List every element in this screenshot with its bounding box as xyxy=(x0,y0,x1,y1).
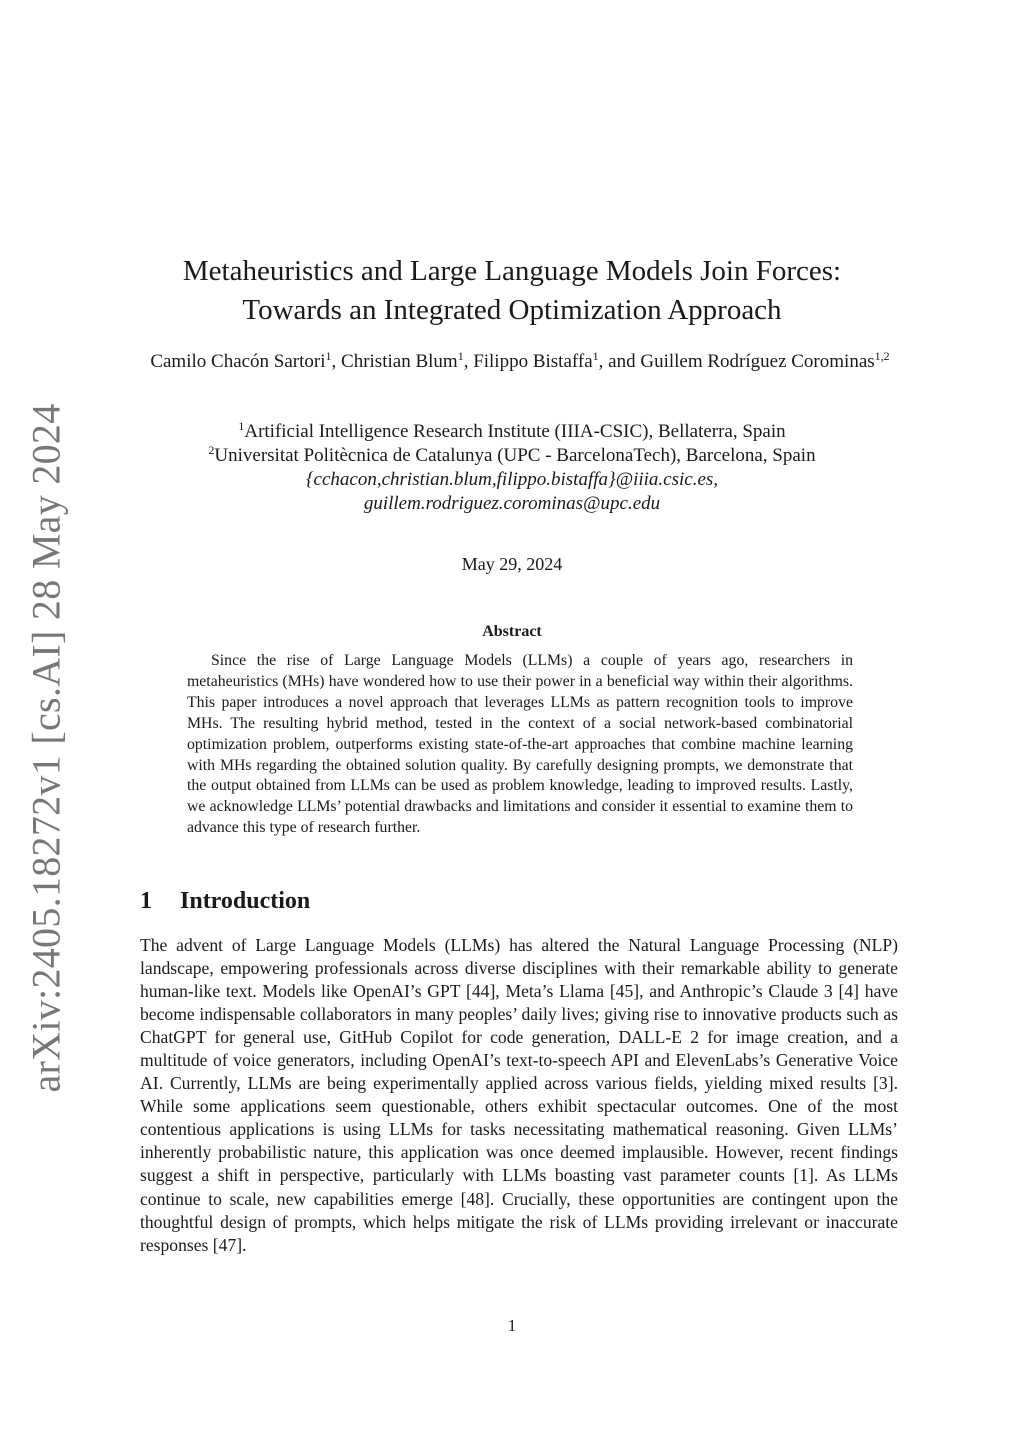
affiliation-line xyxy=(0,420,1024,444)
author-affil-mark: 1,2 xyxy=(874,349,890,363)
author-name: Christian Blum xyxy=(341,351,458,372)
affiliation-mark: 1 xyxy=(238,419,245,433)
title-line-2: Towards an Integrated Optimization Approach xyxy=(242,294,782,326)
affiliation-text: Artificial Intelligence Research Institute (IIIA-CSIC), Bellaterra, Spain xyxy=(244,421,786,442)
section-heading xyxy=(140,886,310,916)
introduction-paragraph: The advent of Large Language Models (LLMs) has altered the Natural Language Processing (NLP) landscape, empowering professionals across diverse disciplines with their remarkable ability to generate human-like text. Models like OpenAI’s GPT [44], Meta’s Llama [45], and Anthropic’s Claude 3 [4] have become indispensable collaborators in many peoples’ daily lives; giving rise to innovative products such as ChatGPT for general use, GitHub Copilot for code generation, DALL-E 2 for image creation, and a multitude of voice generators, including OpenAI’s text-to-speech API and ElevenLabs’s Generative Voice AI. Currently, LLMs are being experimentally applied across various fields, yielding mixed results [3]. While some applications seem questionable, others exhibit spectacular outcomes. One of the most contentious applications is using LLMs for tasks necessitating mathematical reasoning. Given LLMs’ inherently probabilistic nature, this application was once deemed implausible. However, recent findings suggest a shift in perspective, particularly with LLMs boasting vast parameter counts [1]. As LLMs continue to scale, new capabilities emerge [48]. Crucially, these opportunities are contingent upon the thoughtful design of prompts, which helps mitigate the risk of LLMs providing irrelevant or inaccurate responses [47]. xyxy=(140,935,898,1255)
page-number: 1 xyxy=(507,1316,517,1335)
title-line-1: Metaheuristics and Large Language Models Join Forces: xyxy=(182,255,842,287)
affiliation-text: Universitat Politècnica de Catalunya (UPC - BarcelonaTech), Barcelona, Spain xyxy=(214,445,816,466)
abstract-heading: Abstract xyxy=(482,623,542,640)
author-separator: , and xyxy=(598,351,641,372)
author-name: Filippo Bistaffa xyxy=(473,351,593,372)
abstract-text: Since the rise of Large Language Models (LLMs) a couple of years ago, researchers in metaheuristics (MHs) have wondered how to use their power in a beneficial way within their algorithms. This paper introduces a novel approach that leverages LLMs as pattern recognition tools to improve MHs. The resulting hybrid method, tested in the context of a social network-based combinatorial optimization problem, outperforms existing state-of-the-art approaches that combine machine learning with MHs regarding the obtained solution quality. By carefully designing prompts, we demonstrate that the output obtained from LLMs can be used as problem knowledge, leading to improved results. Lastly, we acknowledge LLMs’ potential drawbacks and limitations and consider it essential to examine them to advance this type of research further. xyxy=(187,652,853,837)
section-title: Introduction xyxy=(180,888,311,914)
author-affil-mark: 1 xyxy=(592,349,599,363)
email-line-1: {cchacon,christian.blum,filippo.bistaffa}@iiia.csic.es, xyxy=(305,469,719,490)
author-affil-mark: 1 xyxy=(325,349,332,363)
affiliation-mark: 2 xyxy=(208,443,215,457)
arxiv-watermark: arXiv:2405.18272v1 [cs.AI] 28 May 2024 xyxy=(23,403,69,1093)
author-separator: , xyxy=(331,351,342,372)
paper-date: May 29, 2024 xyxy=(461,554,563,574)
affiliation-line xyxy=(0,444,1024,468)
author-affil-mark: 1 xyxy=(457,349,464,363)
author-name: Camilo Chacón Sartori xyxy=(150,351,326,372)
affiliations xyxy=(0,420,1024,516)
paper-title xyxy=(0,252,1024,330)
section-number: 1 xyxy=(140,888,152,914)
author-separator: , xyxy=(463,351,474,372)
email-line-2: guillem.rodriguez.corominas@upc.edu xyxy=(363,493,661,514)
author-list xyxy=(140,350,900,374)
author-name: Guillem Rodríguez Corominas xyxy=(640,351,875,372)
